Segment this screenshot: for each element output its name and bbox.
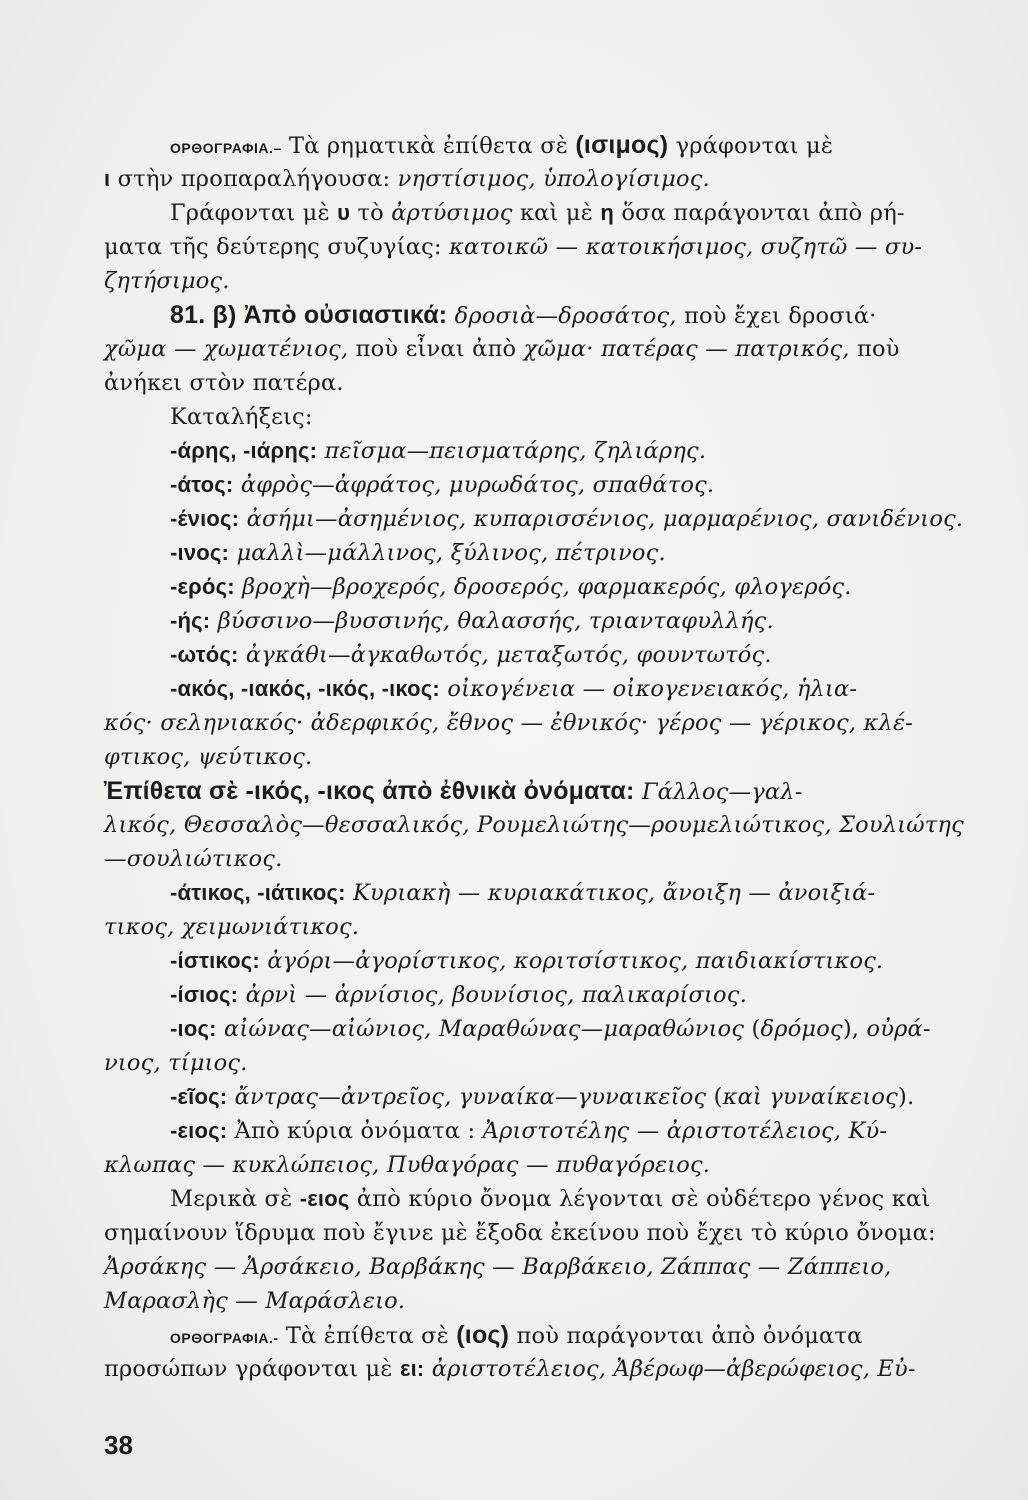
- text-run: -ιος:: [170, 1016, 217, 1041]
- text-run: ἄντρας—ἀντρεῖος, γυναίκα—γυναικεῖος: [227, 1084, 707, 1110]
- text-line: [104, 810, 964, 840]
- text-run: ποὺ εἶναι ἀπὸ: [348, 336, 524, 362]
- text-line: [170, 674, 964, 704]
- text-run: καὶ γυναίκειος: [722, 1084, 898, 1110]
- text-line: [170, 1320, 964, 1353]
- text-run: ἀπὸ κύριο ὄνομα λέγονται σὲ οὐδέτερο γένος καὶ: [349, 1186, 931, 1212]
- text-run: σημαίνουν ἵδρυμα ποὺ ἔγινε μὲ ἔξοδα ἐκείνου ποὺ ἔχει τὸ κύριο ὄνομα:: [104, 1220, 936, 1246]
- text-line: [170, 130, 964, 163]
- text-run: -ωτός:: [170, 642, 239, 667]
- text-run: ΟΡΘΟΓΡΑΦΙΑ.-: [170, 1330, 279, 1346]
- text-run: ἀσήμι—ἀσημένιος, κυπαρισσένιος, μαρμαρένιος, σανιδένιος.: [239, 506, 964, 532]
- text-run: χῶμα· πατέρας — πατρικός,: [523, 336, 850, 362]
- text-run: (ιος): [456, 1321, 510, 1349]
- text-line: [104, 1218, 964, 1248]
- page-number: 38: [104, 1430, 133, 1460]
- text-line: [170, 402, 964, 432]
- text-line: [170, 504, 964, 534]
- text-line: [170, 606, 964, 636]
- text-run: προσώπων γράφονται μὲ: [104, 1356, 400, 1382]
- text-run: -ειος: [299, 1186, 350, 1211]
- text-line: [170, 198, 964, 228]
- text-line: [104, 1286, 964, 1316]
- text-run: γράφονται μὲ: [668, 133, 834, 159]
- text-line: [104, 1048, 964, 1078]
- text-run: βύσσινο—βυσσινής, θαλασσής, τριανταφυλλής.: [210, 608, 774, 634]
- text-run: -άτος:: [170, 472, 234, 497]
- text-line: [104, 844, 964, 874]
- text-run: στὴν προπαραλήγουσα:: [110, 166, 398, 192]
- text-run: οἰκογένεια — οἰκογενειακός, ἡλια-: [439, 676, 858, 702]
- text-run: Ἀριστοτέλης — ἀριστοτέλειος, Κύ-: [482, 1118, 888, 1144]
- text-run: κατοικῶ — κατοικήσιμος, συζητῶ — συ-: [449, 234, 923, 260]
- text-line: [170, 1082, 964, 1112]
- text-run: Κυριακὴ — κυριακάτικος, ἄνοιξη — ἀνοιξιά-: [345, 880, 876, 906]
- text-run: (ισιμος): [575, 131, 669, 159]
- text-run: αἰώνας—αἰώνιος, Μαραθώνας—μαραθώνιος: [216, 1016, 745, 1042]
- text-run: ἀγόρι—ἀγορίστικος, κοριτσίστικος, παιδιακίστικος.: [259, 948, 884, 974]
- text-run: Καταλήξεις:: [170, 404, 313, 430]
- text-line: [104, 266, 964, 296]
- text-run: μαλλὶ—μάλλινος, ξύλινος, πέτρινος.: [229, 540, 666, 566]
- text-run: φτικος, ψεύτικος.: [104, 744, 313, 770]
- text-run: (: [706, 1084, 723, 1110]
- text-run: χῶμα — χωματένιος,: [104, 336, 349, 362]
- text-line: [104, 1252, 964, 1282]
- text-run: ἀρτύσιμος: [391, 200, 513, 226]
- text-run: υ: [337, 200, 351, 225]
- text-run: 81. β) Ἀπὸ οὐσιαστικά:: [170, 301, 448, 329]
- text-run: τὸ: [350, 200, 392, 226]
- text-run: ὅσα παράγονται ἀπὸ ρή-: [614, 200, 905, 226]
- text-line: [170, 878, 964, 908]
- text-run: ἀγκάθι—ἀγκαθωτός, μεταξωτός, φουντωτός.: [238, 642, 772, 668]
- text-line: [170, 572, 964, 602]
- text-line: [104, 776, 964, 807]
- text-run: πεῖσμα—πεισματάρης, ζηλιάρης.: [317, 438, 707, 464]
- text-run: -άτικος, -ιάτικος:: [170, 880, 346, 905]
- text-run: ποὺ ἔχει δροσιά·: [676, 303, 877, 329]
- text-line: [104, 232, 964, 262]
- text-run: Ἀπὸ κύρια ὀνόματα :: [227, 1118, 483, 1144]
- text-run: ι: [104, 166, 111, 191]
- text-line: [170, 946, 964, 976]
- text-run: κλωπας — κυκλώπειος, Πυθαγόρας — πυθαγόρειος.: [104, 1152, 711, 1178]
- text-line: [170, 538, 964, 568]
- text-run: ΟΡΘΟΓΡΑΦΙΑ.–: [170, 140, 282, 156]
- text-line: [170, 470, 964, 500]
- text-run: ),: [842, 1016, 860, 1042]
- text-run: -ής:: [170, 608, 211, 633]
- text-run: -ερός:: [170, 574, 235, 599]
- text-run: Γάλλος—γαλ-: [634, 779, 803, 805]
- text-run: Γράφονται μὲ: [170, 200, 338, 226]
- text-run: Μαρασλὴς — Μαράσλειο.: [104, 1288, 406, 1314]
- text-run: -εῖος:: [170, 1084, 228, 1109]
- text-line: [104, 708, 964, 738]
- text-run: νιος, τίμιος.: [104, 1050, 248, 1076]
- text-run: Μερικὰ σὲ: [170, 1186, 300, 1212]
- text-run: ἀφρὸς—ἀφράτος, μυρωδάτος, σπαθάτος.: [233, 472, 715, 498]
- text-line: [104, 742, 964, 772]
- text-run: βροχὴ—βροχερός, δροσερός, φαρμακερός, φλογερός.: [234, 574, 852, 600]
- text-line: [104, 164, 964, 194]
- text-run: νηστίσιμος, ὑπολογίσιμος.: [397, 166, 710, 192]
- text-line: [170, 1184, 964, 1214]
- text-line: [104, 1150, 964, 1180]
- text-line: [170, 980, 964, 1010]
- text-run: -ένιος:: [170, 506, 240, 531]
- text-run: καὶ μὲ: [512, 200, 601, 226]
- text-run: Ἐπίθετα σὲ -ικός, -ικος ἀπὸ ἐθνικὰ ὀνόματα:: [104, 777, 635, 805]
- text-run: ματα τῆς δεύτερης συζυγίας:: [104, 234, 450, 260]
- text-run: Ἀρσάκης — Ἀρσάκειο, Βαρβάκης — Βαρβάκειο, Ζάππας — Ζάππειο,: [104, 1254, 892, 1280]
- text-line: [170, 640, 964, 670]
- text-run: η: [600, 200, 614, 225]
- text-line: [170, 300, 964, 331]
- text-line: [104, 912, 964, 942]
- text-run: -ινος:: [170, 540, 230, 565]
- text-run: -ίσιος:: [170, 982, 239, 1007]
- text-run: Τὰ ρηματικὰ ἐπίθετα σὲ: [281, 133, 576, 159]
- text-run: τικος, χειμωνιάτικος.: [104, 914, 360, 940]
- text-run: ).: [897, 1084, 915, 1110]
- text-run: οὐρά-: [859, 1016, 931, 1042]
- text-run: ποὺ: [849, 336, 900, 362]
- text-line: [170, 436, 964, 466]
- text-run: ποὺ παράγονται ἀπὸ ὀνόματα: [509, 1323, 863, 1349]
- text-line: [170, 1116, 964, 1146]
- text-line: [104, 1354, 964, 1384]
- text-line: [170, 1014, 964, 1044]
- text-run: ει:: [399, 1356, 425, 1381]
- text-run: -ακός, -ιακός, -ικός, -ικος:: [170, 676, 440, 701]
- text-run: ζητήσιμος.: [104, 268, 230, 294]
- text-line: [104, 368, 964, 398]
- text-run: δρόμος: [760, 1016, 843, 1042]
- text-run: -άρης, -ιάρης:: [170, 438, 318, 463]
- text-run: λικός, Θεσσαλὸς—θεσσαλικός, Ρουμελιώτης—ρουμελιώτικος, Σουλιώτης: [104, 812, 964, 838]
- text-run: (: [744, 1016, 761, 1042]
- text-line: [104, 334, 964, 364]
- text-run: δροσιὰ—δροσάτος,: [447, 303, 677, 329]
- text-run: ἀνήκει στὸν πατέρα.: [104, 370, 344, 396]
- text-run: ἀρνὶ — ἀρνίσιος, βουνίσιος, παλικαρίσιος.: [238, 982, 747, 1008]
- text-run: Τὰ ἐπίθετα σὲ: [278, 1323, 457, 1349]
- text-run: -ίστικος:: [170, 948, 260, 973]
- text-run: —σουλιώτικος.: [104, 846, 283, 872]
- text-run: κός· σεληνιακός· ἀδερφικός, ἔθνος — ἐθνικός· γέρος — γέρικος, κλέ-: [104, 710, 914, 736]
- text-run: ἀριστοτέλειος, Ἀβέρωφ—ἀβερώφειος, Εὐ-: [424, 1356, 916, 1382]
- text-run: -ειος:: [170, 1118, 228, 1143]
